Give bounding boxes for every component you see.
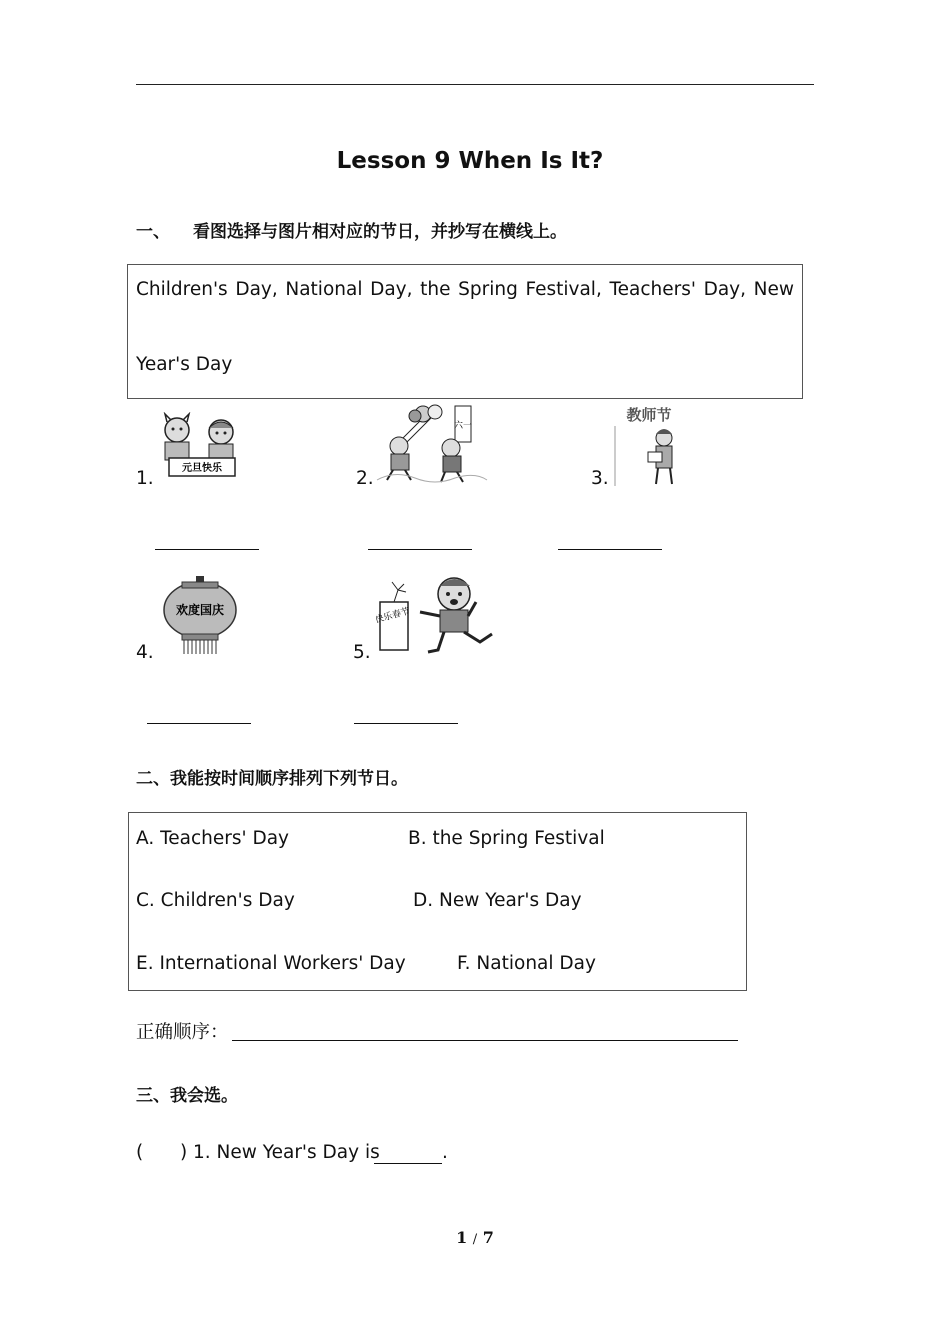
section1-heading: 看图选择与图片相对应的节日，并抄写在横线上。 bbox=[193, 222, 567, 242]
item-number-3: 3. bbox=[591, 468, 609, 489]
answer-blank-1[interactable] bbox=[155, 549, 259, 550]
q1-text: 1. New Year's Day is bbox=[193, 1142, 380, 1163]
answer-order-blank[interactable] bbox=[232, 1040, 738, 1041]
q1-open-paren: ( bbox=[136, 1142, 144, 1163]
section2-heading: 二、我能按时间顺序排列下列节日。 bbox=[136, 769, 408, 789]
spring-festival-picture bbox=[376, 572, 496, 654]
answer-blank-3[interactable] bbox=[558, 549, 662, 550]
page-total: 7 bbox=[482, 1228, 494, 1247]
item-number-5: 5. bbox=[353, 642, 371, 663]
sign-text-4: 欢度国庆 bbox=[175, 603, 225, 617]
item-number-4: 4. bbox=[136, 642, 154, 663]
sign-text-3: 教师节 bbox=[626, 406, 672, 424]
q1-blank[interactable] bbox=[374, 1163, 442, 1164]
page-current: 1 bbox=[456, 1228, 468, 1247]
answer-blank-4[interactable] bbox=[147, 723, 251, 724]
lesson-title: Lesson 9 When Is It? bbox=[336, 148, 604, 174]
national-day-lantern-picture bbox=[162, 576, 238, 656]
option-b: B. the Spring Festival bbox=[408, 828, 605, 849]
answer-blank-5[interactable] bbox=[354, 723, 458, 724]
section1-number: 一、 bbox=[136, 222, 170, 242]
section3-heading: 三、我会选。 bbox=[136, 1086, 238, 1106]
childrens-day-picture bbox=[375, 404, 490, 486]
q1-close-paren: ) bbox=[180, 1142, 188, 1163]
sign-text-1: 元旦快乐 bbox=[182, 463, 222, 474]
q1-answer-slot[interactable] bbox=[150, 1142, 178, 1166]
sign-text-2: 六一 bbox=[453, 421, 473, 431]
teachers-day-picture bbox=[612, 402, 687, 486]
word-bank-line-2: Year's Day bbox=[136, 354, 233, 375]
option-a: A. Teachers' Day bbox=[136, 828, 289, 849]
q1-period: . bbox=[442, 1142, 448, 1163]
answer-blank-2[interactable] bbox=[368, 549, 472, 550]
header-rule bbox=[136, 84, 814, 85]
sign-text-5: 快乐春节 bbox=[376, 606, 412, 626]
option-c: C. Children's Day bbox=[136, 890, 295, 911]
option-d: D. New Year's Day bbox=[413, 890, 582, 911]
answer-order-label: 正确顺序： bbox=[136, 1022, 229, 1043]
page-number bbox=[0, 1228, 950, 1247]
word-bank-line-1: Children's Day, National Day, the Spring Festival, Teachers' Day, New bbox=[136, 279, 794, 300]
item-number-1: 1. bbox=[136, 468, 154, 489]
option-f: F. National Day bbox=[457, 953, 596, 974]
option-e: E. International Workers' Day bbox=[136, 953, 406, 974]
item-number-2: 2. bbox=[356, 468, 374, 489]
page-separator: / bbox=[472, 1232, 478, 1247]
new-years-day-picture bbox=[155, 412, 245, 484]
